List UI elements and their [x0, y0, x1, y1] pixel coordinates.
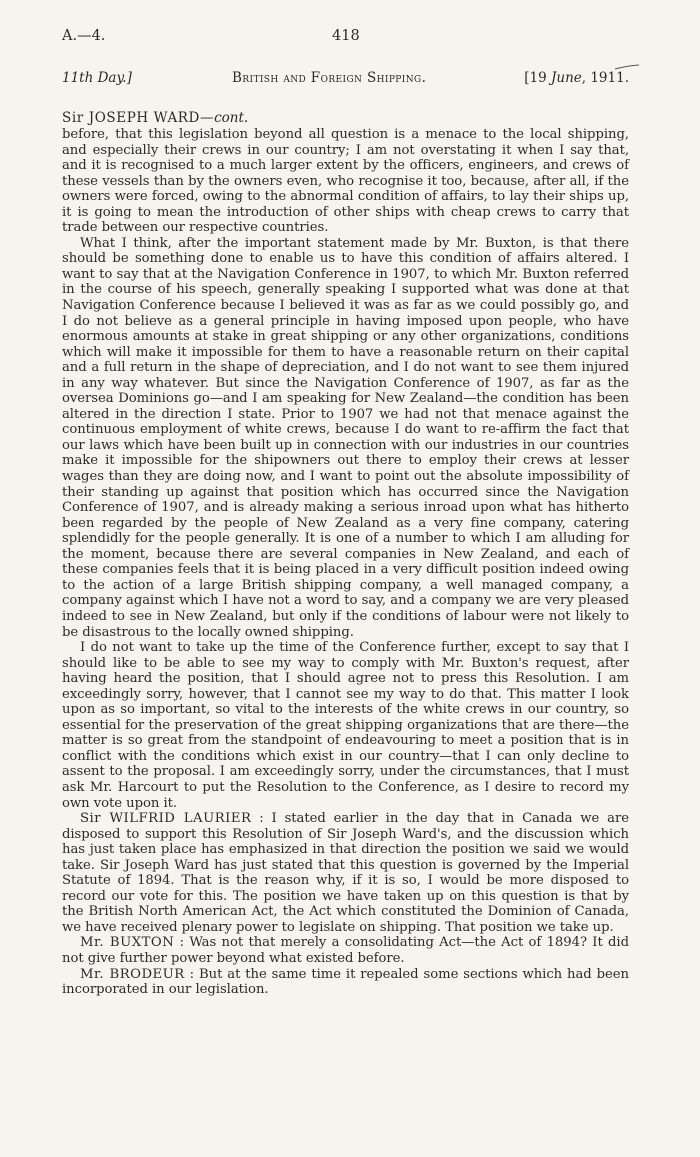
speaker-name: Sir WILFRID LAURIER	[80, 811, 252, 827]
sitting-date: [19 June, 1911.	[524, 70, 629, 86]
paragraph: Mr. BUXTON : Was not that merely a consolidating Act—the Act of 1894? It did not give further power beyond what existed before.	[62, 935, 629, 966]
page-number: 418	[332, 28, 360, 44]
running-head	[62, 70, 629, 96]
paragraph: Sir WILFRID LAURIER : I stated earlier in the day that in Canada we are disposed to support this Resolution of Sir Joseph Ward's, and the discussion which has just taken place has emphasized in that direction the position we said we would take. Sir Joseph Ward has just stated that this question is governed by the Imperial Statute of 1894. That is the reason why, if it is so, I would be more disposed to record our vote for this. The position we have taken up on this question is that by the British North American Act, the Act which constituted the Dominion of Canada, we have received plenary power to legislate on shipping. That position we take up.	[62, 811, 629, 935]
speaker-name: Mr. BUXTON	[80, 935, 175, 951]
margin-pencil-mark	[614, 64, 640, 70]
speaker-heading	[62, 110, 629, 127]
page	[62, 28, 629, 998]
speaker-heading-name: Sir JOSEPH WARD—	[62, 110, 215, 126]
running-title: British and Foreign Shipping.	[232, 70, 427, 86]
speaker-name: Mr. BRODEUR	[80, 966, 185, 982]
sitting-day: 11th Day.]	[62, 70, 132, 86]
paragraph: Mr. BRODEUR : But at the same time it repealed some sections which had been incorporated in our legislation.	[62, 966, 629, 998]
paragraph: before, that this legislation beyond all question is a menace to the local shipping, and especially their crews in our country; I am not overstating it when I say that, and it is recognised to a much larger extent by the officers, engineers, and crews of these vessels than by the owners even, who recognise it too, because, after all, if the owners were forced, owing to the abnormal condition of affairs, to lay their ships up, it is going to mean the introduction of other ships with cheap crews to carry that trade between our respective countries.	[62, 127, 629, 236]
speaker-heading-cont: cont.	[214, 110, 249, 126]
page-header	[62, 28, 629, 52]
paper-reference: A.—4.	[62, 28, 106, 44]
paragraph: What I think, after the important statement made by Mr. Buxton, is that there should be something done to enable us to have this condition of affairs altered. I want to say that at the Navigation Conference in 1907, to which Mr. Buxton referred in the course of his speech, generally speaking I supported what was done at that Navigation Conference because I believed it was as far as we could possibly go, and I do not believe as a general principle in having imposed upon people, who have enormous amounts at stake in great shipping or any other organizations, conditions which will make it impossible for them to have a reasonable return on their capital and a full return in the shape of depreciation, and I do not want to see them injured in any way whatever. But since the Navigation Conference of 1907, as far as the oversea Dominions go—and I am speaking for New Zealand—the condition has been altered in the direction I state. Prior to 1907 we had not that menace against the continuous employment of white crews, because I do want to re-affirm the fact that our laws which have been built up in connection with our industries in our countries make it impossible for the shipowners out there to employ their crews at lesser wages than they are doing now, and I want to point out the absolute impossibility of their standing up against that position which has occurred since the Navigation Conference of 1907, and is already making a serious inroad upon what has hitherto been regarded by the people of New Zealand as a very fine company, catering splendidly for the people generally. It is one of a number to which I am alluding for the moment, because there are several companies in New Zealand, and each of these companies feels that it is being placed in a very difficult position indeed owing to the action of a large British shipping company, a well managed company, a company against which I have not a word to say, and a company we are very pleased indeed to see in New Zealand, but only if the conditions of labour were not likely to be disastrous to the locally owned shipping.	[62, 235, 629, 640]
paragraph: I do not want to take up the time of the Conference further, except to say that I should like to be able to see my way to comply with Mr. Buxton's request, after having heard the position, that I should agree not to press this Resolution. I am exceedingly sorry, however, that I cannot see my way to do that. This matter I look upon as so important, so vital to the interests of the white crews in our country, so essential for the preservation of the great shipping organizations that are there—the matter is so great from the standpoint of endeavouring to meet a position that is in conflict with the conditions which exist in our country—that I can only decline to assent to the proposal. I am exceedingly sorry, under the circumstances, that I must ask Mr. Harcourt to put the Resolution to the Conference, as I desire to record my own vote upon it.	[62, 640, 629, 811]
transcript-body	[62, 127, 629, 998]
